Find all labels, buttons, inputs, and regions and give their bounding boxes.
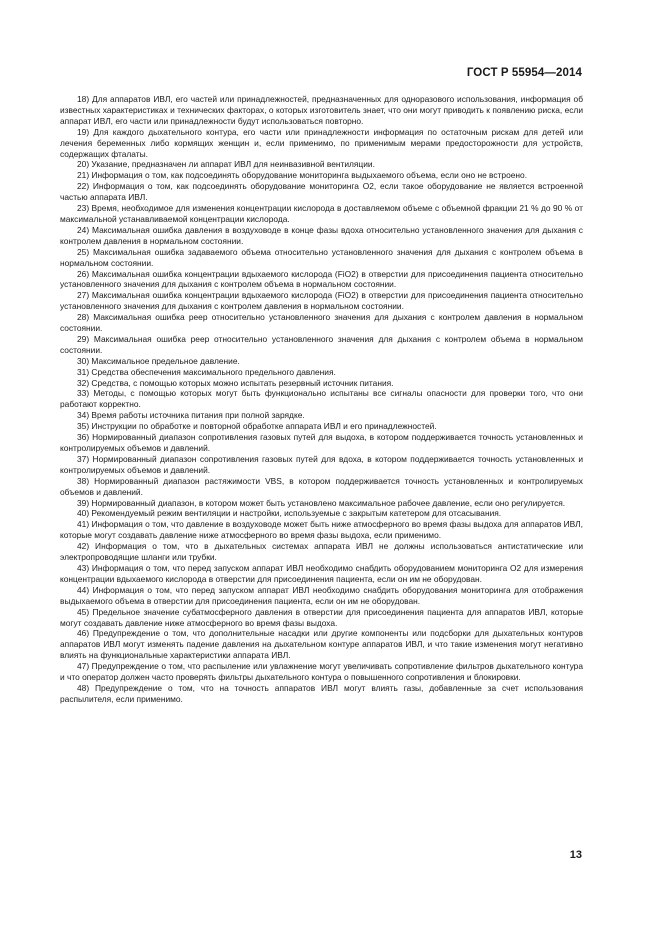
list-item: 27) Максимальная ошибка концентрации вдыхаемого кислорода (FiO2) в отверстии для присоединения пациента относительно установленного значения для дыхания с контролем давления в нормальном состоянии.: [60, 290, 583, 312]
list-item: 28) Максимальная ошибка peep относительно установленного значения для дыхания с контролем давления в нормальном состоянии.: [60, 312, 583, 334]
list-item: 22) Информация о том, как подсоединять оборудование мониторинга O2, если такое оборудование не является встроенной частью аппарата ИВЛ.: [60, 181, 583, 203]
list-item: 38) Нормированный диапазон растяжимости VBS, в котором поддерживается точность установленных и контролируемых объемов и давлений.: [60, 475, 583, 497]
page-number: 13: [569, 849, 582, 861]
list-item: 40) Рекомендуемый режим вентиляции и настройки, используемые с закрытым катетером для отсасывания.: [77, 508, 502, 519]
list-item: 20) Указание, предназначен ли аппарат ИВЛ для неинвазивной вентиляции.: [77, 159, 375, 170]
list-item: 24) Максимальная ошибка давления в воздуховоде в конце фазы вдоха относительно установленного значения для дыхания с контролем давления в нормальном состоянии.: [60, 224, 583, 246]
list-item: 29) Максимальная ошибка peep относительно установленного значения для дыхания с контролем объема в нормальном состоянии.: [60, 333, 583, 355]
list-item: 39) Нормированный диапазон, в котором может быть установлено максимальное рабочее давление, если оно регулируется.: [77, 497, 566, 508]
list-item: 41) Информация о том, что давление в воздуховоде может быть ниже атмосферного во время фазы выдоха для аппаратов ИВЛ, которые могут создавать давление ниже атмосферного во время фазы выдоха, если применимо.: [60, 519, 583, 541]
list-item: 47) Предупреждение о том, что распыление или увлажнение могут увеличивать сопротивление фильтров дыхательного контура и что оператор должен часто проверять фильтры дыхательного контура о повышенного сопротивления и блокировки.: [60, 661, 583, 683]
list-item: 36) Нормированный диапазон сопротивления газовых путей для выдоха, в котором поддерживается точность установленных и контролируемых объемов и давлений.: [60, 432, 583, 453]
list-item: 44) Информация о том, что перед запуском аппарат ИВЛ необходимо снабдить оборудования мониторинга для отображения выдыхаемого объема в отверстии для присоединения пациента, если он им не оборудован.: [60, 584, 583, 606]
document-code: ГОСТ Р 55954—2014: [466, 67, 582, 79]
list-item: 48) Предупреждение о том, что на точность аппаратов ИВЛ могут влиять газы, добавленные за счет использования распылителя, если применимо.: [60, 682, 583, 704]
list-item: 30) Максимальное предельное давление.: [77, 355, 240, 366]
list-item: 42) Информация о том, что в дыхательных системах аппарата ИВЛ не должны использоваться антистатические или электропроводящие шланги или трубки.: [60, 541, 583, 563]
list-item: 18) Для аппаратов ИВЛ, его частей или принадлежностей, предназначенных для одноразового использования, информация об известных характеристиках и технических факторах, о которых изготовитель знает, что они могут приводить к появлению риска, если аппарат ИВЛ, его части или принадлежности будут использоваться повторно.: [60, 94, 583, 126]
list-item: 23) Время, необходимое для изменения концентрации кислорода в доставляемом объеме с объемной фракции 21 % до 90 % от максимальной устанавливаемой концентрации кислорода.: [60, 203, 583, 224]
numbered-list: [60, 94, 583, 705]
list-item: 34) Время работы источника питания при полной зарядке.: [77, 410, 305, 421]
list-item: 26) Максимальная ошибка концентрации вдыхаемого кислорода (FiO2) в отверстии для присоединения пациента относительно установленного значения для дыхания с контролем объема в нормальном состоянии.: [60, 268, 583, 290]
list-item: 45) Предельное значение субатмосферного давления в отверстии для присоединения пациента для аппаратов ИВЛ, которые могут создавать давление ниже атмосферного во время фазы выдоха.: [60, 606, 583, 628]
list-item: 46) Предупреждение о том, что дополнительные насадки или другие компоненты или подсборки для дыхательных контуров аппаратов ИВЛ могут изменять падение давления на дыхательном контуре аппаратов ИВЛ, и что такие изменения могут негативно влиять на функциональные характеристики аппарата ИВЛ.: [60, 628, 583, 661]
list-item: 43) Информация о том, что перед запуском аппарат ИВЛ необходимо снабдить оборудованием мониторинга O2 для измерения концентрации вдыхаемого кислорода в отверстии для присоединения пациента, если он им не оборудован.: [60, 562, 583, 584]
list-item: 35) Инструкции по обработке и повторной обработке аппарата ИВЛ и его принадлежностей.: [77, 421, 437, 432]
list-item: 31) Средства обеспечения максимального предельного давления.: [77, 366, 336, 377]
list-item: 25) Максимальная ошибка задаваемого объема относительно установленного значения для дыхания с контролем объема в нормальном состоянии.: [60, 246, 583, 268]
list-item: 19) Для каждого дыхательного контура, его части или принадлежности информация по остаточным рискам для детей или лечения беременных либо кормящих женщин и, если применимо, по применимым мерами предосторожности для устройств, содержащих фталаты.: [60, 126, 583, 159]
list-item: 33) Методы, с помощью которых могут быть функционально испытаны все сигналы опасности для проверки того, что они работают корректно.: [60, 388, 583, 410]
list-item: 21) Информация о том, как подсоединять оборудование мониторинга выдыхаемого объема, если оно не встроено.: [77, 170, 528, 181]
list-item: 37) Нормированный диапазон сопротивления газовых путей для вдоха, в котором поддерживается точность установленных и контролируемых объемов и давлений.: [60, 453, 583, 475]
list-item: 32) Средства, с помощью которых можно испытать резервный источник питания.: [77, 377, 394, 388]
